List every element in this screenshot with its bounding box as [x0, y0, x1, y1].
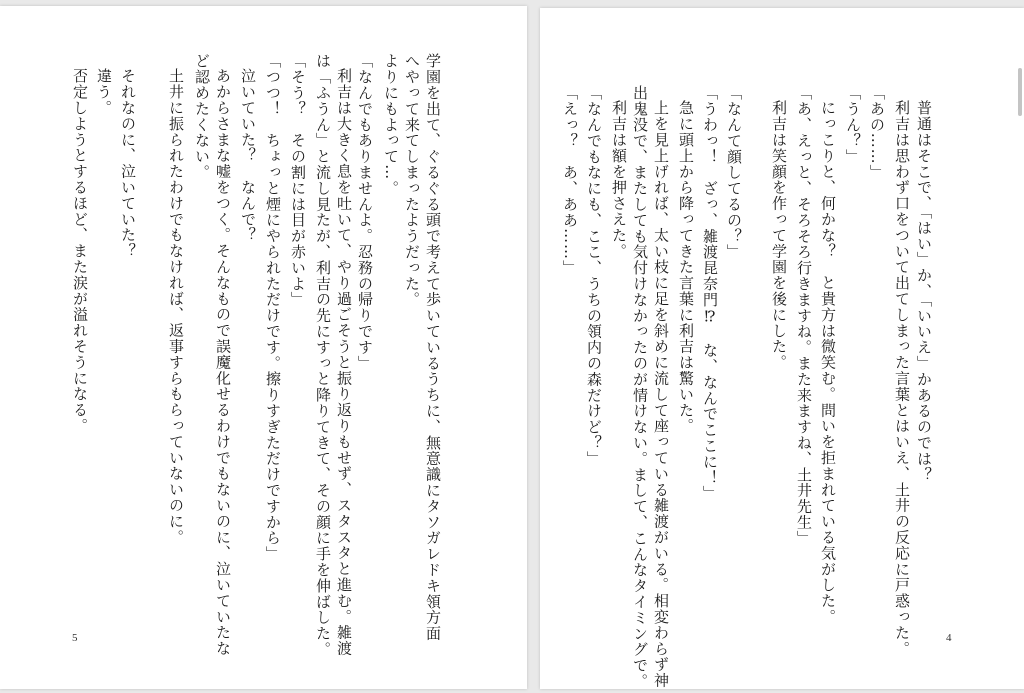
- text-line: 利吉は思わず口をついて出てしまった言葉とはいえ、土井の反応に戸惑った。: [893, 100, 911, 657]
- text-line: 土井に振られたわけでもなければ、返事すらもらっていないのに。: [167, 68, 185, 545]
- text-line: 「そう？ その割には目が赤いよ」: [289, 53, 307, 308]
- text-line: へやって来てしまったようだった。: [403, 53, 421, 308]
- text-line: よりにもよって…。: [382, 53, 400, 197]
- text-line: それなのに、泣いていた？: [119, 68, 137, 259]
- text-line: 「うん？」: [844, 85, 862, 165]
- page-number: 5: [72, 632, 78, 644]
- text-line: 「えっ？ あ、ああ……」: [561, 85, 579, 276]
- text-line: 上を見上げれば、太い枝に足を斜めに流して座っている雑渡がいる。相変わらず神: [652, 100, 670, 689]
- scrollbar[interactable]: [1018, 68, 1022, 116]
- text-line: 「うわっ！ ざっ、雑渡昆奈門⁉ な、なんでここに！」: [701, 85, 719, 502]
- right-page: [540, 8, 1024, 689]
- text-line: 普通はそこで、「はい」か、「いいえ」かあるのでは？: [915, 100, 933, 483]
- text-line: は「ふうん」と流し見たが、利吉の先にすっと降りてきて、その顔に手を伸ばした。: [314, 53, 332, 658]
- text-line: 利吉は笑顔を作って学園を後にした。: [770, 100, 788, 371]
- text-line: 「なんでもなにも、ここ、うちの領内の森だけど？」: [585, 85, 603, 467]
- text-line: ど認めたくない。: [193, 53, 211, 181]
- text-line: 「なんでもありませんよ。忍務の帰りです」: [356, 53, 374, 371]
- text-line: 「つつ！ ちょっと煙にやられただけです。擦りすぎただけですから」: [264, 53, 282, 562]
- text-line: 利吉は額を押さえた。: [610, 100, 628, 259]
- text-line: 違う。: [95, 68, 113, 116]
- page-number: 4: [946, 632, 952, 644]
- text-line: 出鬼没で、またしても気付けなかったのが情けない。まして、こんなタイミングで。: [631, 85, 649, 690]
- text-line: にっこりと、何かな？ と貴方は微笑む。問いを拒まれている気がした。: [819, 100, 837, 625]
- text-line: 「なんて顔してるの？」: [725, 85, 743, 260]
- text-line: 泣いていた？ なんで？: [239, 68, 257, 243]
- text-line: 「あ、えっと、そろそろ行きますね。また来ますね、土井先生」: [795, 85, 813, 547]
- text-line: 「あの……」: [868, 85, 886, 181]
- text-line: 学園を出て、ぐるぐる頭で考えて歩いているうちに、無意識にタソガレドキ領方面: [424, 53, 442, 642]
- text-line: あからさまな嘘をつく。そんなもので誤魔化せるわけでもないのに、泣いていたな: [214, 68, 232, 657]
- text-line: 否定しようとするほど、また涙が溢れそうになる。: [71, 68, 89, 434]
- left-page: [0, 6, 527, 689]
- text-line: 急に頭上から降ってきた言葉に利吉は驚いた。: [677, 100, 695, 434]
- text-line: 利吉は大きく息を吐いて、やり過ごそうと振り返りもせず、スタスタと進む。雑渡: [335, 68, 353, 657]
